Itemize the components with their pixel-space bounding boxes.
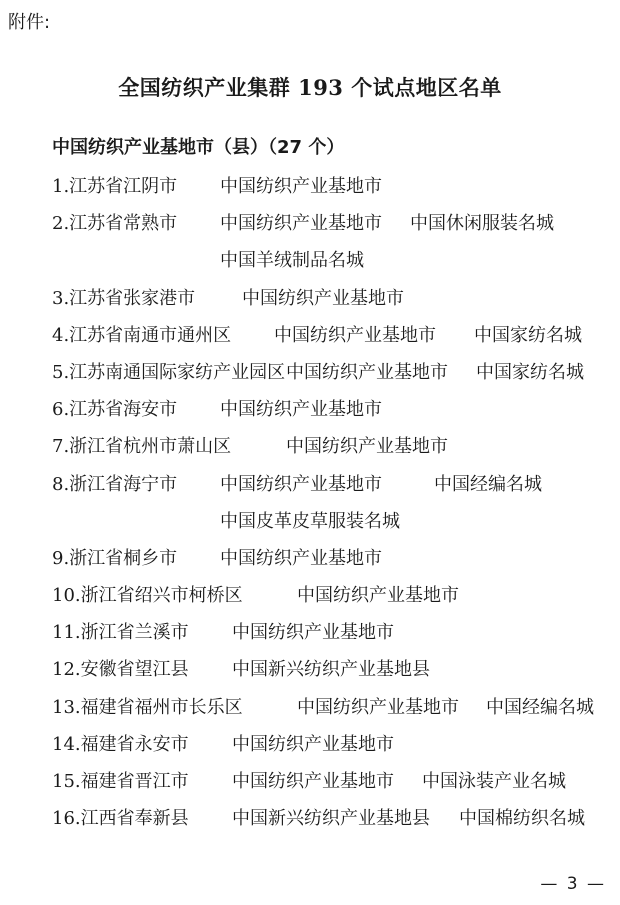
list-item-title: 中国泳装产业名城 <box>422 771 566 792</box>
list-item <box>52 466 612 503</box>
list-item-title: 中国纺织产业基地市 <box>220 547 382 569</box>
list-item <box>52 540 612 577</box>
list-item-place: 7.浙江省杭州市萧山区 <box>52 436 232 458</box>
list-item-place: 3.江苏省张家港市 <box>52 287 196 309</box>
list-item <box>52 726 612 763</box>
list-item-title: 中国纺织产业基地市 <box>232 622 394 644</box>
list-item-title: 中国皮革皮草服装名城 <box>220 510 400 532</box>
list-item-title: 中国经编名城 <box>486 696 594 718</box>
list-item-title: 中国新兴纺织产业基地县 <box>232 659 430 681</box>
list-item <box>52 503 612 540</box>
list-item-place: 8.浙江省海宁市 <box>52 473 178 495</box>
list-item <box>52 205 612 242</box>
list-item <box>52 391 612 428</box>
list-item <box>52 168 612 205</box>
list-item-place: 9.浙江省桐乡市 <box>52 547 178 569</box>
list-item-title: 中国纺织产业基地市 <box>297 696 459 718</box>
list-item-place: 14.福建省永安市 <box>52 733 189 755</box>
list-item-place: 10.浙江省绍兴市柯桥区 <box>52 585 243 607</box>
list-item-place: 5.江苏南通国际家纺产业园区 <box>52 361 286 383</box>
list-item-title: 中国纺织产业基地市 <box>232 733 394 755</box>
list-item-title: 中国纺织产业基地市 <box>286 436 448 458</box>
list-item <box>52 689 612 726</box>
list-item-title: 中国休闲服装名城 <box>410 213 554 235</box>
list-item <box>52 280 612 317</box>
list-item <box>52 428 612 465</box>
list-item <box>52 317 612 354</box>
list-item-place: 2.江苏省常熟市 <box>52 213 178 235</box>
list-item-title: 中国纺织产业基地市 <box>286 361 448 383</box>
attachment-label: 附件: <box>8 12 51 33</box>
list-item <box>52 614 612 651</box>
list-item-title: 中国纺织产业基地市 <box>274 324 436 346</box>
list-item-title: 中国家纺名城 <box>474 324 582 346</box>
list-item-place: 6.江苏省海安市 <box>52 399 178 421</box>
section-heading: 中国纺织产业基地市（县）（27 个） <box>52 137 345 158</box>
list-item-title: 中国纺织产业基地市 <box>297 585 459 607</box>
page-number: — 3 — <box>540 874 606 894</box>
list-item-title: 中国家纺名城 <box>476 361 584 383</box>
list-item-place: 16.江西省奉新县 <box>52 808 189 830</box>
list-item-place: 4.江苏省南通市通州区 <box>52 324 232 346</box>
list-item-place: 15.福建省晋江市 <box>52 771 189 792</box>
list-item-title: 中国纺织产业基地市 <box>220 213 382 235</box>
list-item-place: 13.福建省福州市长乐区 <box>52 696 243 718</box>
list-item <box>52 577 612 614</box>
list-item <box>52 763 612 800</box>
list-item-title: 中国经编名城 <box>434 473 542 495</box>
list-item <box>52 354 612 391</box>
page-title: 全国纺织产业集群 193 个试点地区名单 <box>118 75 502 100</box>
list-item-title: 中国新兴纺织产业基地县 <box>232 808 430 830</box>
list-item <box>52 800 612 837</box>
list-item-place: 11.浙江省兰溪市 <box>52 622 189 644</box>
list-item-title: 中国纺织产业基地市 <box>232 771 394 792</box>
city-list <box>52 168 612 837</box>
list-item-title: 中国纺织产业基地市 <box>220 176 382 197</box>
list-item-title: 中国纺织产业基地市 <box>220 399 382 421</box>
list-item-place: 12.安徽省望江县 <box>52 659 189 681</box>
list-item-title: 中国羊绒制品名城 <box>220 250 364 272</box>
list-item-title: 中国棉纺织名城 <box>459 808 585 830</box>
list-item-title: 中国纺织产业基地市 <box>242 287 404 309</box>
list-item-place: 1.江苏省江阴市 <box>52 176 178 197</box>
list-item <box>52 651 612 688</box>
list-item-title: 中国纺织产业基地市 <box>220 473 382 495</box>
list-item <box>52 242 612 279</box>
